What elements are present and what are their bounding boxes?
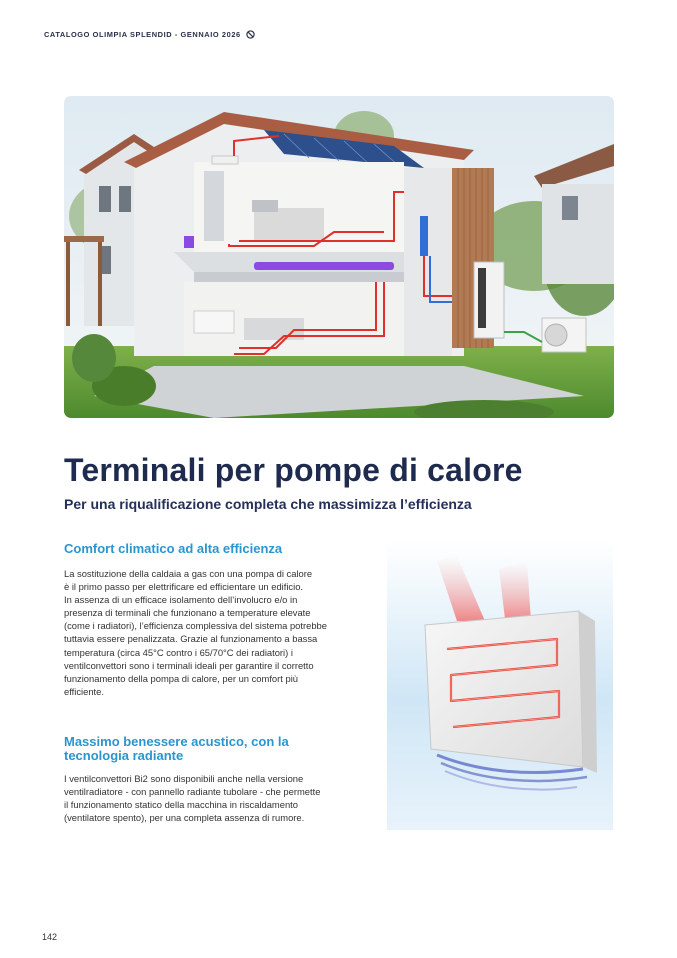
body-line: (ventilatore spento), per una completa assenza di rumore. (64, 812, 305, 824)
body-line: il funzionamento statico della macchina in riscaldamento (64, 799, 298, 811)
section-heading-comfort: Comfort climatico ad alta efficienza (64, 541, 283, 556)
heading-line: tecnologia radiante (64, 748, 184, 763)
body-line: efficiente. (64, 685, 104, 697)
page-number: 142 (42, 932, 58, 942)
body-line: funzionamento della pompa di calore, per un comfort più (64, 672, 298, 684)
body-line: presenza di terminali che funzionano a temperature elevate (64, 607, 311, 619)
body-line: ventilconvettori sono i terminali ideali per garantire il corretto (64, 659, 314, 671)
body-line: ventilradiatore - con pannello radiante tubolare - che permette (64, 786, 321, 798)
body-line: La sostituzione della caldaia a gas con una pompa di calore (64, 568, 313, 579)
section-heading-acoustic (64, 735, 364, 763)
body-line: è il primo passo per elettrificare ed efficientare un edificio. (64, 581, 304, 593)
no-entry-circle-icon (246, 30, 255, 39)
running-header (44, 30, 255, 39)
page-subtitle: Per una riqualificazione completa che massimizza l’efficienza (64, 496, 472, 512)
page-title: Terminali per pompe di calore (64, 452, 523, 488)
body-line: tuttavia essere penalizzata. Grazie al funzionamento a bassa (64, 633, 318, 645)
fan-coil-radiator-illustration (387, 541, 613, 830)
heading-line: Massimo benessere acustico, con la (64, 734, 289, 749)
house-cutaway-illustration (64, 96, 614, 418)
section-body-comfort (64, 567, 369, 698)
body-line: In assenza di un efficace isolamento dell’involucro e/o in (64, 594, 298, 606)
section-body-acoustic (64, 772, 369, 824)
body-line: temperatura (circa 45°C contro i 65/70°C dei radiatori) i (64, 646, 293, 658)
body-line: (come i radiatori), l’efficienza complessiva del sistema potrebbe (64, 620, 327, 632)
running-title: CATALOGO OLIMPIA SPLENDID - GENNAIO 2026 (44, 30, 241, 39)
body-line: I ventilconvettori Bi2 sono disponibili anche nella versione (64, 773, 304, 784)
